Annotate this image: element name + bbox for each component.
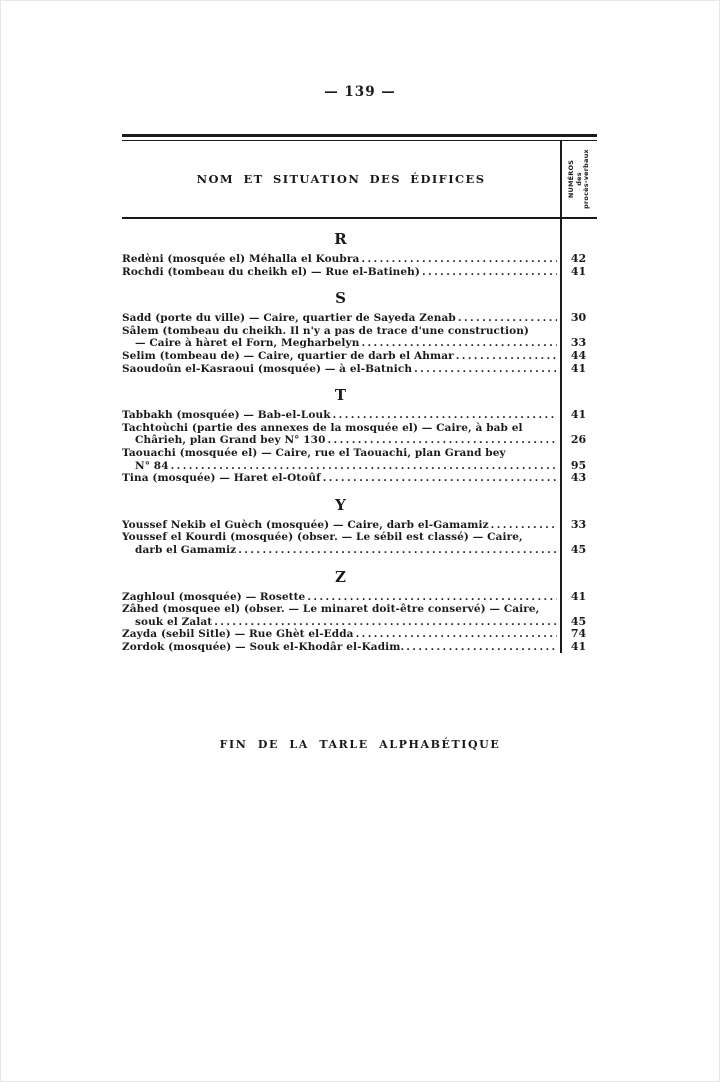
entry-line — [122, 519, 557, 532]
entry-text: Saoudoûn el-Kasraoui (mosquée) — à el-Batnich — [122, 362, 413, 375]
entry-line — [122, 325, 557, 338]
entry-number: 41 — [570, 639, 587, 653]
table-row — [122, 422, 597, 447]
entry-main-cell — [122, 325, 562, 350]
entry-main-cell — [122, 472, 562, 485]
dot-leader — [169, 460, 557, 473]
entry-line — [122, 591, 557, 604]
entry-main-cell — [122, 447, 562, 472]
table-top-double-rule — [122, 134, 597, 141]
dot-leader — [359, 337, 557, 350]
entry-number: 33 — [570, 517, 587, 531]
entry-text: Zâhed (mosquee el) (obser. — Le minaret doit-être conservé) — Caire, — [122, 603, 540, 616]
entry-line — [122, 337, 557, 350]
table-body — [122, 219, 597, 653]
entry-number: 45 — [570, 614, 587, 628]
entry-text: Sâlem (tombeau du cheikh. Il n'y a pas de trace d'une construction) — [122, 324, 529, 337]
table-row — [122, 312, 597, 325]
dot-leader — [456, 312, 557, 325]
dot-leader — [326, 434, 558, 447]
entry-line — [122, 460, 557, 473]
entry-text: — Caire à hàret el Forn, Megharbelyn — [135, 337, 360, 350]
table-row — [122, 641, 597, 654]
entry-main-cell — [122, 422, 562, 447]
dot-leader — [404, 641, 557, 654]
entry-line — [122, 266, 557, 279]
entry-line — [122, 422, 557, 435]
entry-text: Selim (tombeau de) — Caire, quartier de darb el Ahmar — [122, 349, 454, 362]
table-header-row — [122, 141, 597, 219]
entry-line — [122, 409, 557, 422]
entry-text: Zaghloul (mosquée) — Rosette — [122, 590, 306, 603]
numeros-column-header-cell — [562, 141, 595, 217]
entry-number: 41 — [570, 361, 587, 375]
table-row — [122, 447, 597, 472]
dot-leader — [420, 266, 557, 279]
table-row — [122, 472, 597, 485]
entry-text: Zordok (mosquée) — Souk el-Khodâr el-Kadim. — [122, 640, 405, 653]
dot-leader — [305, 591, 557, 604]
entry-line — [122, 531, 557, 544]
entry-line — [122, 312, 557, 325]
entry-number: 41 — [570, 408, 587, 422]
table-row — [122, 363, 597, 376]
dot-leader — [321, 472, 557, 485]
table-row — [122, 325, 597, 350]
entry-number: 33 — [570, 336, 587, 350]
entry-main-cell — [122, 519, 562, 532]
entry-number: 95 — [570, 458, 587, 472]
entry-text: Tabbakh (mosquée) — Bab-el-Louk — [122, 409, 331, 422]
entry-number: 26 — [570, 433, 587, 447]
table-row — [122, 350, 597, 363]
entry-line — [122, 447, 557, 460]
entry-main-cell — [122, 603, 562, 628]
entry-text: Rochdi (tombeau du cheikh el) — Rue el-Batineh) — [122, 265, 420, 278]
entry-line — [122, 350, 557, 363]
table-title: NOM ET SITUATION DES ÉDIFICES — [196, 172, 486, 186]
section-letter: Y — [122, 485, 562, 519]
section-heading-num-cell — [562, 485, 595, 519]
entry-line — [122, 603, 557, 616]
table-row — [122, 519, 597, 532]
entry-number: 30 — [570, 311, 587, 325]
section-heading-row — [122, 219, 597, 253]
entry-number: 41 — [570, 264, 587, 278]
section-heading-row — [122, 278, 597, 312]
entry-line — [122, 616, 557, 629]
entry-text: Zayda (sebil Sitle) — Rue Ghèt el-Edda — [122, 628, 354, 641]
entry-text: Redèni (mosquée el) Méhalla el Koubra — [122, 253, 360, 265]
table-row — [122, 409, 597, 422]
section-heading-num-cell — [562, 219, 595, 253]
table-row — [122, 603, 597, 628]
table-row — [122, 591, 597, 604]
dot-leader — [212, 616, 557, 629]
entry-text: Taouachi (mosquée el) — Caire, rue el Taouachi, plan Grand bey — [122, 446, 506, 459]
entry-main-cell — [122, 350, 562, 363]
entry-line — [122, 363, 557, 376]
numeros-header-line: procès-verbaux — [581, 149, 590, 209]
table-row — [122, 253, 597, 266]
dot-leader — [236, 544, 557, 557]
entry-line — [122, 434, 557, 447]
page-number: — 139 — — [324, 84, 396, 100]
entry-main-cell — [122, 363, 562, 376]
alphabetical-table — [122, 134, 597, 653]
entry-text: souk el Zalat — [135, 615, 213, 628]
entry-text: Sadd (porte du ville) — Caire, quartier de Sayeda Zenab — [122, 312, 456, 325]
dot-leader — [359, 253, 557, 266]
entry-line — [122, 472, 557, 485]
entry-line — [122, 628, 557, 641]
section-heading-row — [122, 485, 597, 519]
numeros-header-line: NUMÉROS — [566, 159, 575, 199]
section-heading-num-cell — [562, 557, 595, 591]
entry-main-cell — [122, 266, 562, 279]
table-row — [122, 628, 597, 641]
numeros-header-line: des — [573, 172, 582, 186]
dot-leader — [354, 628, 557, 641]
entry-main-cell — [122, 312, 562, 325]
entry-main-cell — [122, 253, 562, 266]
table-row — [122, 531, 597, 556]
section-letter: Z — [122, 557, 562, 591]
entry-text: N° 84 — [135, 459, 169, 472]
entry-line — [122, 253, 557, 266]
entry-text: darb el Gamamiz — [135, 543, 237, 556]
entry-number: 42 — [570, 252, 587, 265]
section-letter: S — [122, 278, 562, 312]
entry-main-cell — [122, 641, 562, 654]
entry-main-cell — [122, 591, 562, 604]
dot-leader — [412, 363, 557, 376]
entry-number: 41 — [570, 589, 587, 603]
entry-text: Tachtoùchi (partie des annexes de la mosquée el) — Caire, à bab el — [122, 421, 523, 434]
dot-leader — [489, 519, 557, 532]
table-row — [122, 266, 597, 279]
section-heading-num-cell — [562, 278, 595, 312]
entry-number: 44 — [570, 348, 587, 362]
section-heading-num-cell — [562, 375, 595, 409]
section-heading-row — [122, 375, 597, 409]
entry-main-cell — [122, 531, 562, 556]
dot-leader — [454, 350, 557, 363]
entry-number: 45 — [570, 542, 587, 556]
entry-main-cell — [122, 628, 562, 641]
entry-number: 43 — [570, 471, 587, 485]
section-letter: R — [122, 219, 562, 253]
table-end-caption: FIN DE LA TARLE ALPHABÉTIQUE — [219, 738, 501, 751]
entry-text: Youssef el Kourdi (mosquée) (obser. — Le sébil est classé) — Caire, — [122, 531, 523, 544]
section-heading-row — [122, 557, 597, 591]
entry-text: Tina (mosquée) — Haret el-Otoûf — [122, 472, 321, 485]
entry-line — [122, 641, 557, 654]
table-header-main-cell — [122, 141, 562, 217]
entry-line — [122, 544, 557, 557]
dot-leader — [331, 409, 557, 422]
section-letter: T — [122, 375, 562, 409]
entry-main-cell — [122, 409, 562, 422]
entry-text: Chârieh, plan Grand bey N° 130 — [135, 434, 326, 447]
entry-number: 74 — [570, 627, 587, 641]
entry-text: Youssef Nekib el Guèch (mosquée) — Caire, darb el-Gamamiz — [122, 518, 489, 531]
numeros-column-header — [567, 149, 590, 209]
